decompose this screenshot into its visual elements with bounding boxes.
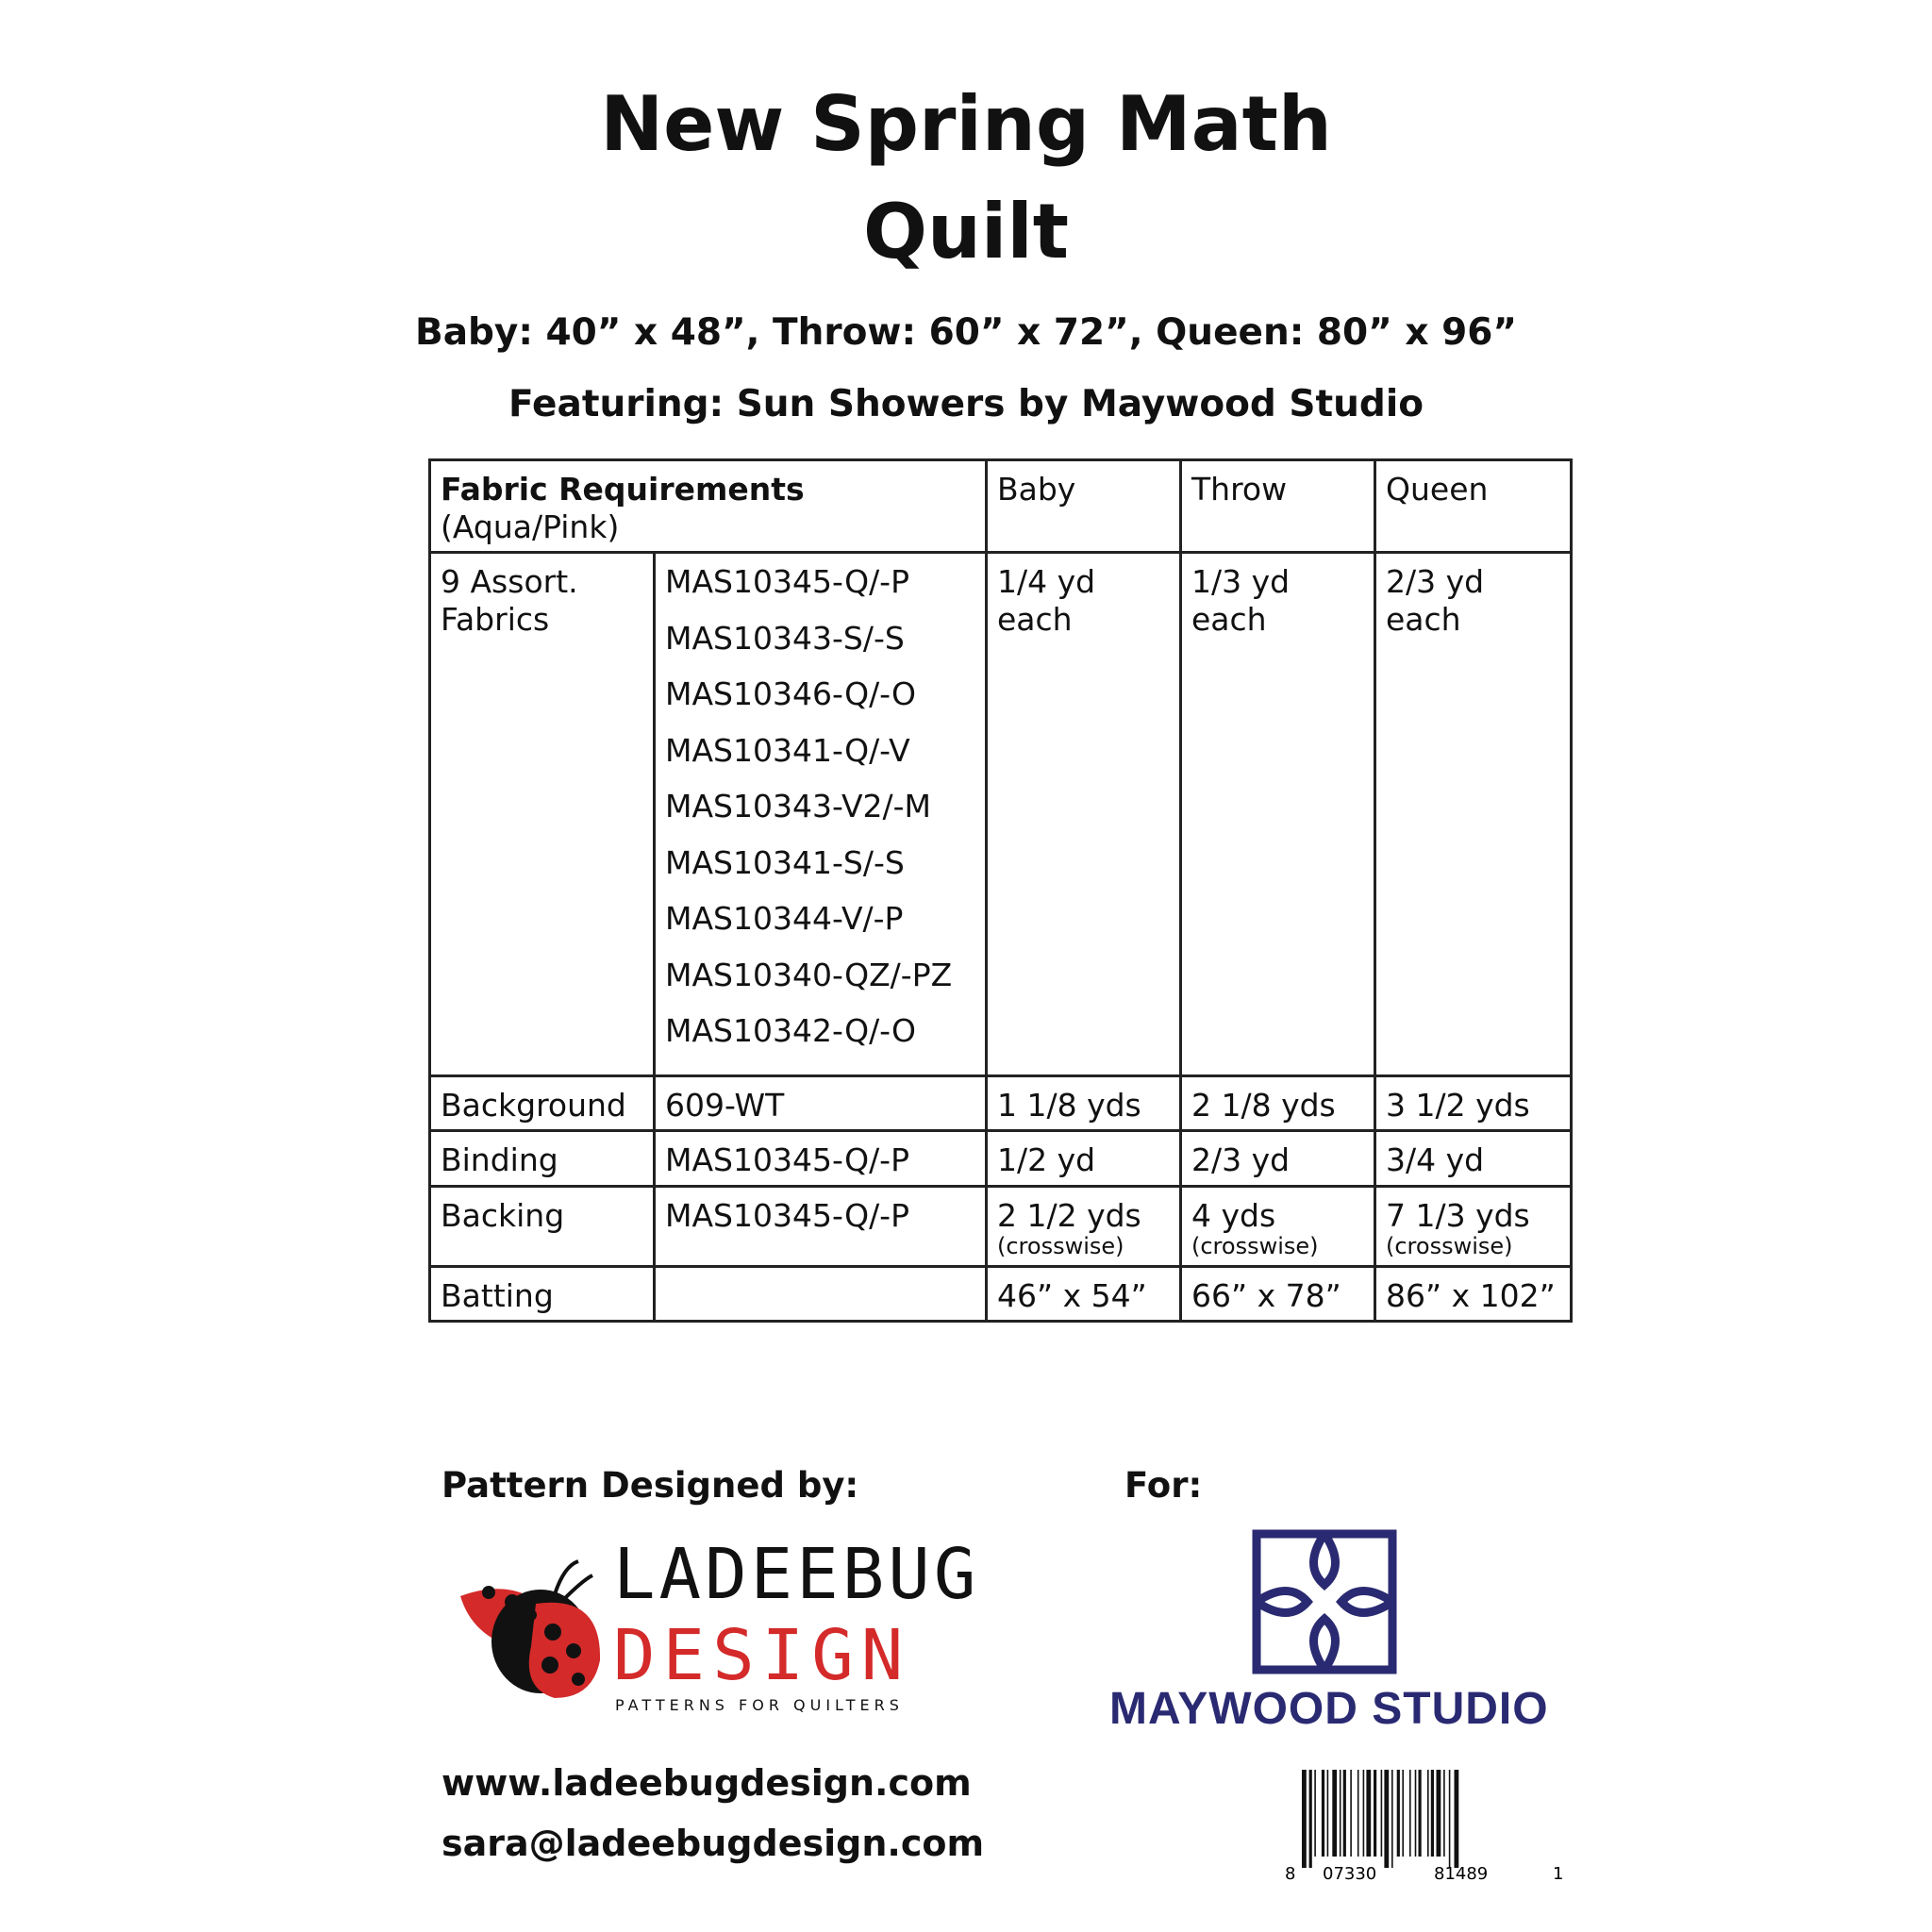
background-label: Background: [430, 1075, 655, 1131]
header-queen: Queen: [1375, 460, 1572, 553]
header-fabric-requirements: [430, 460, 987, 553]
assorted-throw: 1/3 yd each: [1181, 553, 1375, 1076]
fabric-code: MAS10344-V/-P: [665, 900, 904, 938]
fabric-requirements-table: [428, 458, 1573, 1323]
designer-email-link[interactable]: sara@ladeebugdesign.com: [441, 1823, 985, 1864]
featuring-line: Featuring: Sun Showers by Maywood Studio: [508, 383, 1424, 425]
header-label-bold: Fabric Requirements: [441, 471, 805, 508]
fabric-code: MAS10342-Q/-O: [665, 1012, 916, 1050]
batting-baby: 46” x 54”: [987, 1266, 1181, 1322]
assorted-baby: 1/4 yd each: [987, 553, 1181, 1076]
table-row: [430, 1266, 1572, 1322]
backing-note: (crosswise): [997, 1233, 1124, 1260]
backing-note: (crosswise): [1191, 1233, 1319, 1260]
batting-queen: 86” x 102”: [1375, 1266, 1572, 1322]
background-code: 609-WT: [655, 1075, 987, 1131]
ladeebug-logo-line-2: DESIGN: [613, 1615, 911, 1696]
background-throw: 2 1/8 yds: [1181, 1075, 1375, 1131]
backing-code: MAS10345-Q/-P: [655, 1186, 987, 1266]
backing-baby: [987, 1186, 1181, 1266]
fabric-code: MAS10341-Q/-V: [665, 731, 910, 769]
backing-queen-amount: 7 1/3 yds: [1386, 1196, 1530, 1234]
designed-by-label: Pattern Designed by:: [441, 1465, 859, 1506]
for-label: For:: [1124, 1465, 1203, 1506]
fabric-code: MAS10346-Q/-O: [665, 675, 916, 713]
designer-website-link[interactable]: www.ladeebugdesign.com: [441, 1762, 972, 1804]
ladeebug-tagline: PATTERNS FOR QUILTERS: [615, 1696, 904, 1714]
barcode-digits-group-2: 81489: [1434, 1864, 1489, 1883]
fabric-code: MAS10345-Q/-P: [665, 563, 909, 601]
batting-code: [655, 1266, 987, 1322]
assorted-label: 9 Assort. Fabrics: [430, 553, 655, 1076]
maywood-studio-wordmark: MAYWOOD STUDIO: [1109, 1684, 1549, 1734]
backing-note: (crosswise): [1386, 1233, 1513, 1260]
binding-code: MAS10345-Q/-P: [655, 1131, 987, 1187]
backing-throw-amount: 4 yds: [1191, 1196, 1276, 1234]
table-row: [430, 1131, 1572, 1187]
fabric-code: MAS10343-S/-S: [665, 619, 905, 657]
header-throw: Throw: [1181, 460, 1375, 553]
background-baby: 1 1/8 yds: [987, 1075, 1181, 1131]
table-header-row: [430, 460, 1572, 553]
maywood-logo-icon: [1251, 1528, 1398, 1675]
fabric-code: MAS10340-QZ/-PZ: [665, 956, 953, 993]
batting-label: Batting: [430, 1266, 655, 1322]
fabric-code: MAS10341-S/-S: [665, 843, 905, 881]
header-baby: Baby: [987, 460, 1181, 553]
backing-queen: [1375, 1186, 1572, 1266]
backing-baby-amount: 2 1/2 yds: [997, 1196, 1141, 1234]
barcode-digits-group-1: 07330: [1323, 1864, 1377, 1883]
barcode: [1283, 1770, 1566, 1883]
assorted-codes: [655, 553, 987, 1076]
title-line-2: Quilt: [862, 188, 1070, 275]
header-label-colorway: (Aqua/Pink): [441, 508, 620, 545]
backing-throw: [1181, 1186, 1375, 1266]
barcode-digit-right: 1: [1553, 1864, 1564, 1883]
binding-throw: 2/3 yd: [1181, 1131, 1375, 1187]
binding-baby: 1/2 yd: [987, 1131, 1181, 1187]
fabric-code: MAS10343-V2/-M: [665, 788, 932, 825]
title-line-1: New Spring Math: [600, 80, 1332, 168]
binding-label: Binding: [430, 1131, 655, 1187]
assorted-queen: 2/3 yd each: [1375, 553, 1572, 1076]
table-row: [430, 1075, 1572, 1131]
batting-throw: 66” x 78”: [1181, 1266, 1375, 1322]
binding-queen: 3/4 yd: [1375, 1131, 1572, 1187]
quilt-sizes: Baby: 40” x 48”, Throw: 60” x 72”, Queen: 80” x 96”: [414, 311, 1518, 354]
barcode-digit-left: 8: [1285, 1864, 1296, 1883]
table-row: [430, 1186, 1572, 1266]
ladeebug-logo-line-1: LADEEBUG: [613, 1534, 980, 1615]
backing-label: Backing: [430, 1186, 655, 1266]
table-row: [430, 553, 1572, 1076]
background-queen: 3 1/2 yds: [1375, 1075, 1572, 1131]
